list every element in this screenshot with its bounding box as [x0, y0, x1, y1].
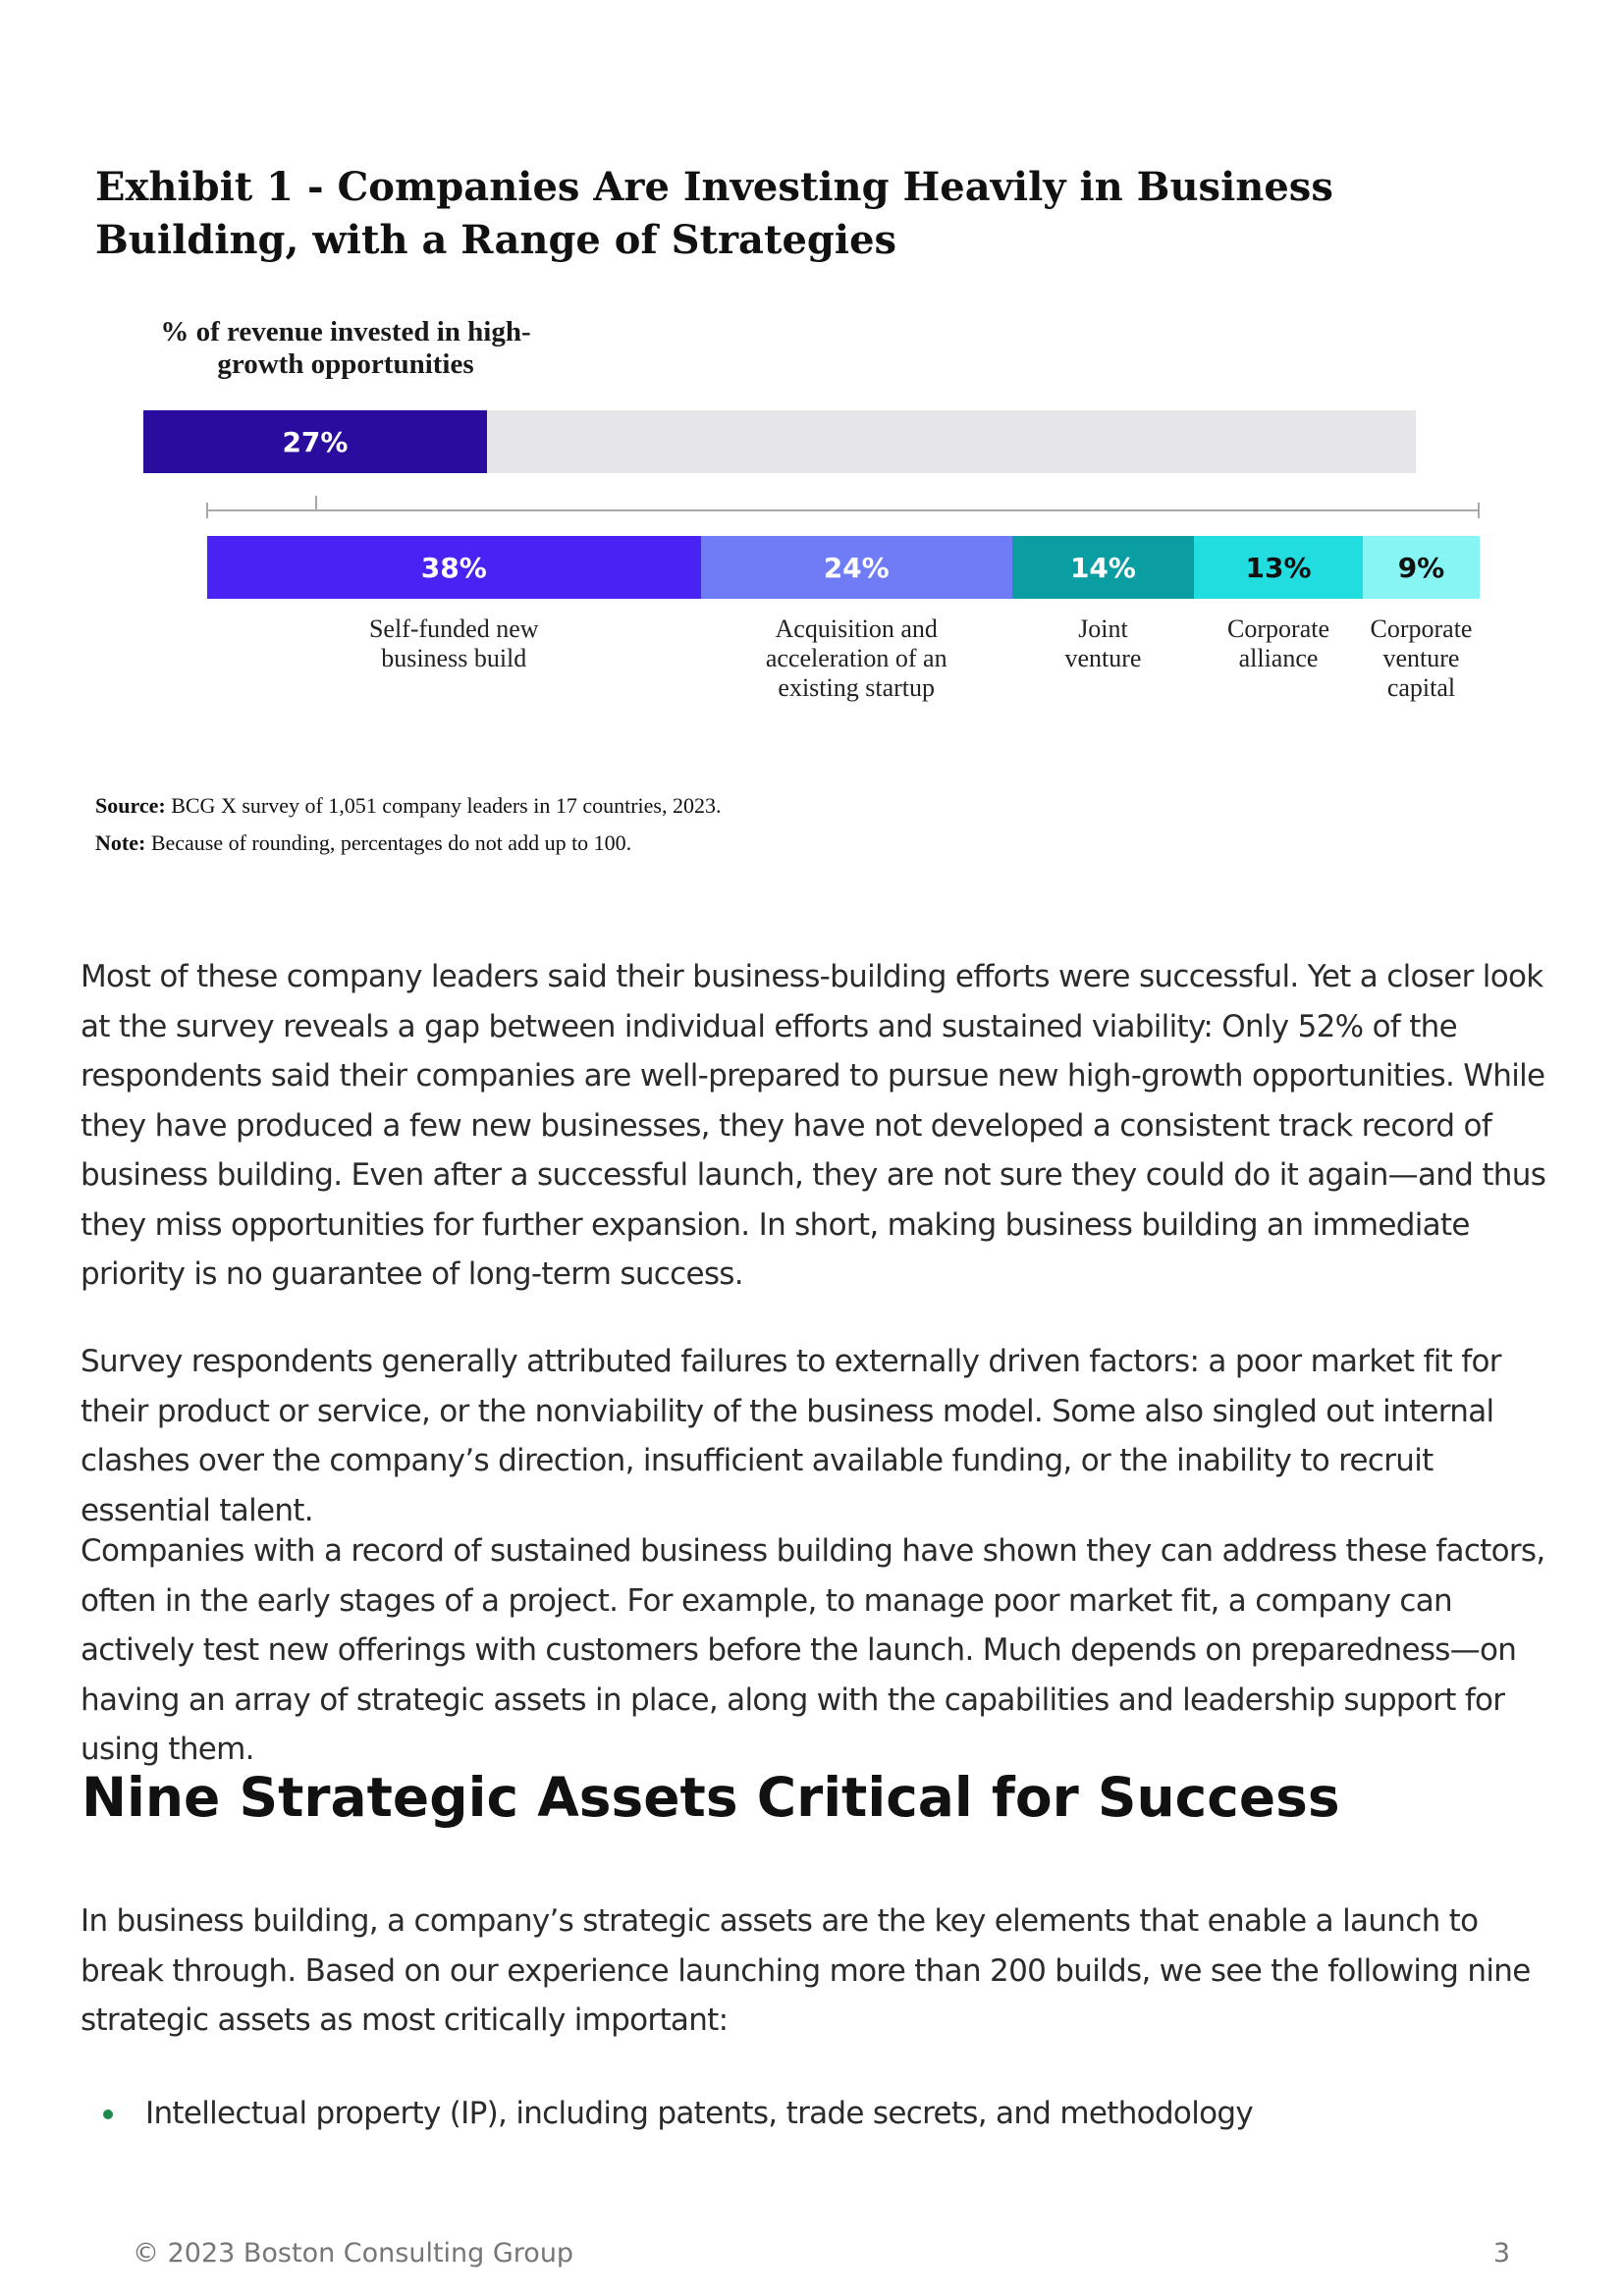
- segment-category-label: Corporate alliance: [1227, 614, 1329, 672]
- segment-value-label: 38%: [420, 551, 487, 584]
- note-label: Note:: [95, 830, 146, 855]
- body-paragraph-1: Most of these company leaders said their business-building efforts were successful. Yet a closer look at the survey reveals a gap between individual efforts and sustained viability: Only 52% of the respondents said their companies are well-prepared to pursue new high-growth opportunities. While they have produced a few new businesses, they have not developed a consistent track record of business building. Even after a successful launch, they are not sure they could do it again—and thus they miss opportunities for further expansion. In short, making business building an immediate priority is no guarantee of long-term success.: [81, 959, 1546, 1292]
- breakdown-segment-bar: [207, 536, 1480, 599]
- bullet-dot-icon: [103, 2109, 113, 2119]
- footer-page-number: 3: [1492, 2238, 1510, 2269]
- source-note: [95, 787, 1470, 862]
- body-paragraph-2: Survey respondents generally attributed failures to externally driven factors: a poor market fit for their product or service, or the nonviability of the business model. Some also singled out internal clashes over the company’s direction, insufficient available funding, or the inability to recruit essential talent.: [81, 1344, 1501, 1528]
- list-item-text: Intellectual property (IP), including patents, trade secrets, and methodology: [145, 2096, 1253, 2131]
- segment-category-label: Joint venture: [1064, 614, 1142, 672]
- breakdown-bracket-left-end: [206, 503, 208, 518]
- segment-bar-1: [207, 536, 701, 599]
- strategic-assets-list: [98, 2089, 1253, 2138]
- breakdown-bracket-stem: [315, 496, 317, 511]
- segment-value-label: 9%: [1397, 551, 1445, 584]
- breakdown-bracket-right-end: [1478, 503, 1480, 518]
- note-text: Because of rounding, percentages do not add up to 100.: [150, 830, 632, 855]
- source-label: Source:: [95, 793, 166, 818]
- segment-category-label: Corporate venture capital: [1370, 614, 1473, 702]
- segment-category-label: Self-funded new business build: [368, 614, 539, 672]
- body-paragraph-3: Companies with a record of sustained business building have shown they can address these factors, often in the early stages of a project. For example, to manage poor market fit, a company can actively test new offerings with customers before the launch. Much depends on preparedness—on having an array of strategic assets in place, along with the capabilities and leadership support for using them.: [81, 1533, 1545, 1767]
- body-paragraph-4: In business building, a company’s strategic assets are the key elements that enable a launch to break through. Based on our experience launching more than 200 builds, we see the following nine strategic assets as most critically important:: [81, 1903, 1531, 2038]
- segment-bar-5: [1363, 536, 1480, 599]
- total-bar-value-label: 27%: [282, 425, 349, 458]
- total-bar: [143, 410, 487, 473]
- footer-copyright: © 2023 Boston Consulting Group: [133, 2238, 574, 2269]
- segment-value-label: 24%: [823, 551, 890, 584]
- source-text: BCG X survey of 1,051 company leaders in 17 countries, 2023.: [171, 793, 722, 818]
- exhibit-title: Exhibit 1 - Companies Are Investing Heavily in Business Building, with a Range of Strategies: [95, 164, 1333, 263]
- segment-value-label: 14%: [1069, 551, 1136, 584]
- segment-value-label: 13%: [1245, 551, 1312, 584]
- segment-bar-2: [701, 536, 1012, 599]
- source-line: [95, 787, 1470, 825]
- list-item: [98, 2089, 1253, 2138]
- chart-total-label: % of revenue invested in high-growth opportunities: [160, 316, 531, 380]
- note-line: [95, 825, 1470, 862]
- segment-bar-3: [1012, 536, 1194, 599]
- section-heading: Nine Strategic Assets Critical for Success: [81, 1766, 1340, 1829]
- segment-category-label: Acquisition and acceleration of an existing startup: [765, 614, 947, 702]
- segment-bar-4: [1194, 536, 1363, 599]
- breakdown-bracket-line: [206, 509, 1480, 511]
